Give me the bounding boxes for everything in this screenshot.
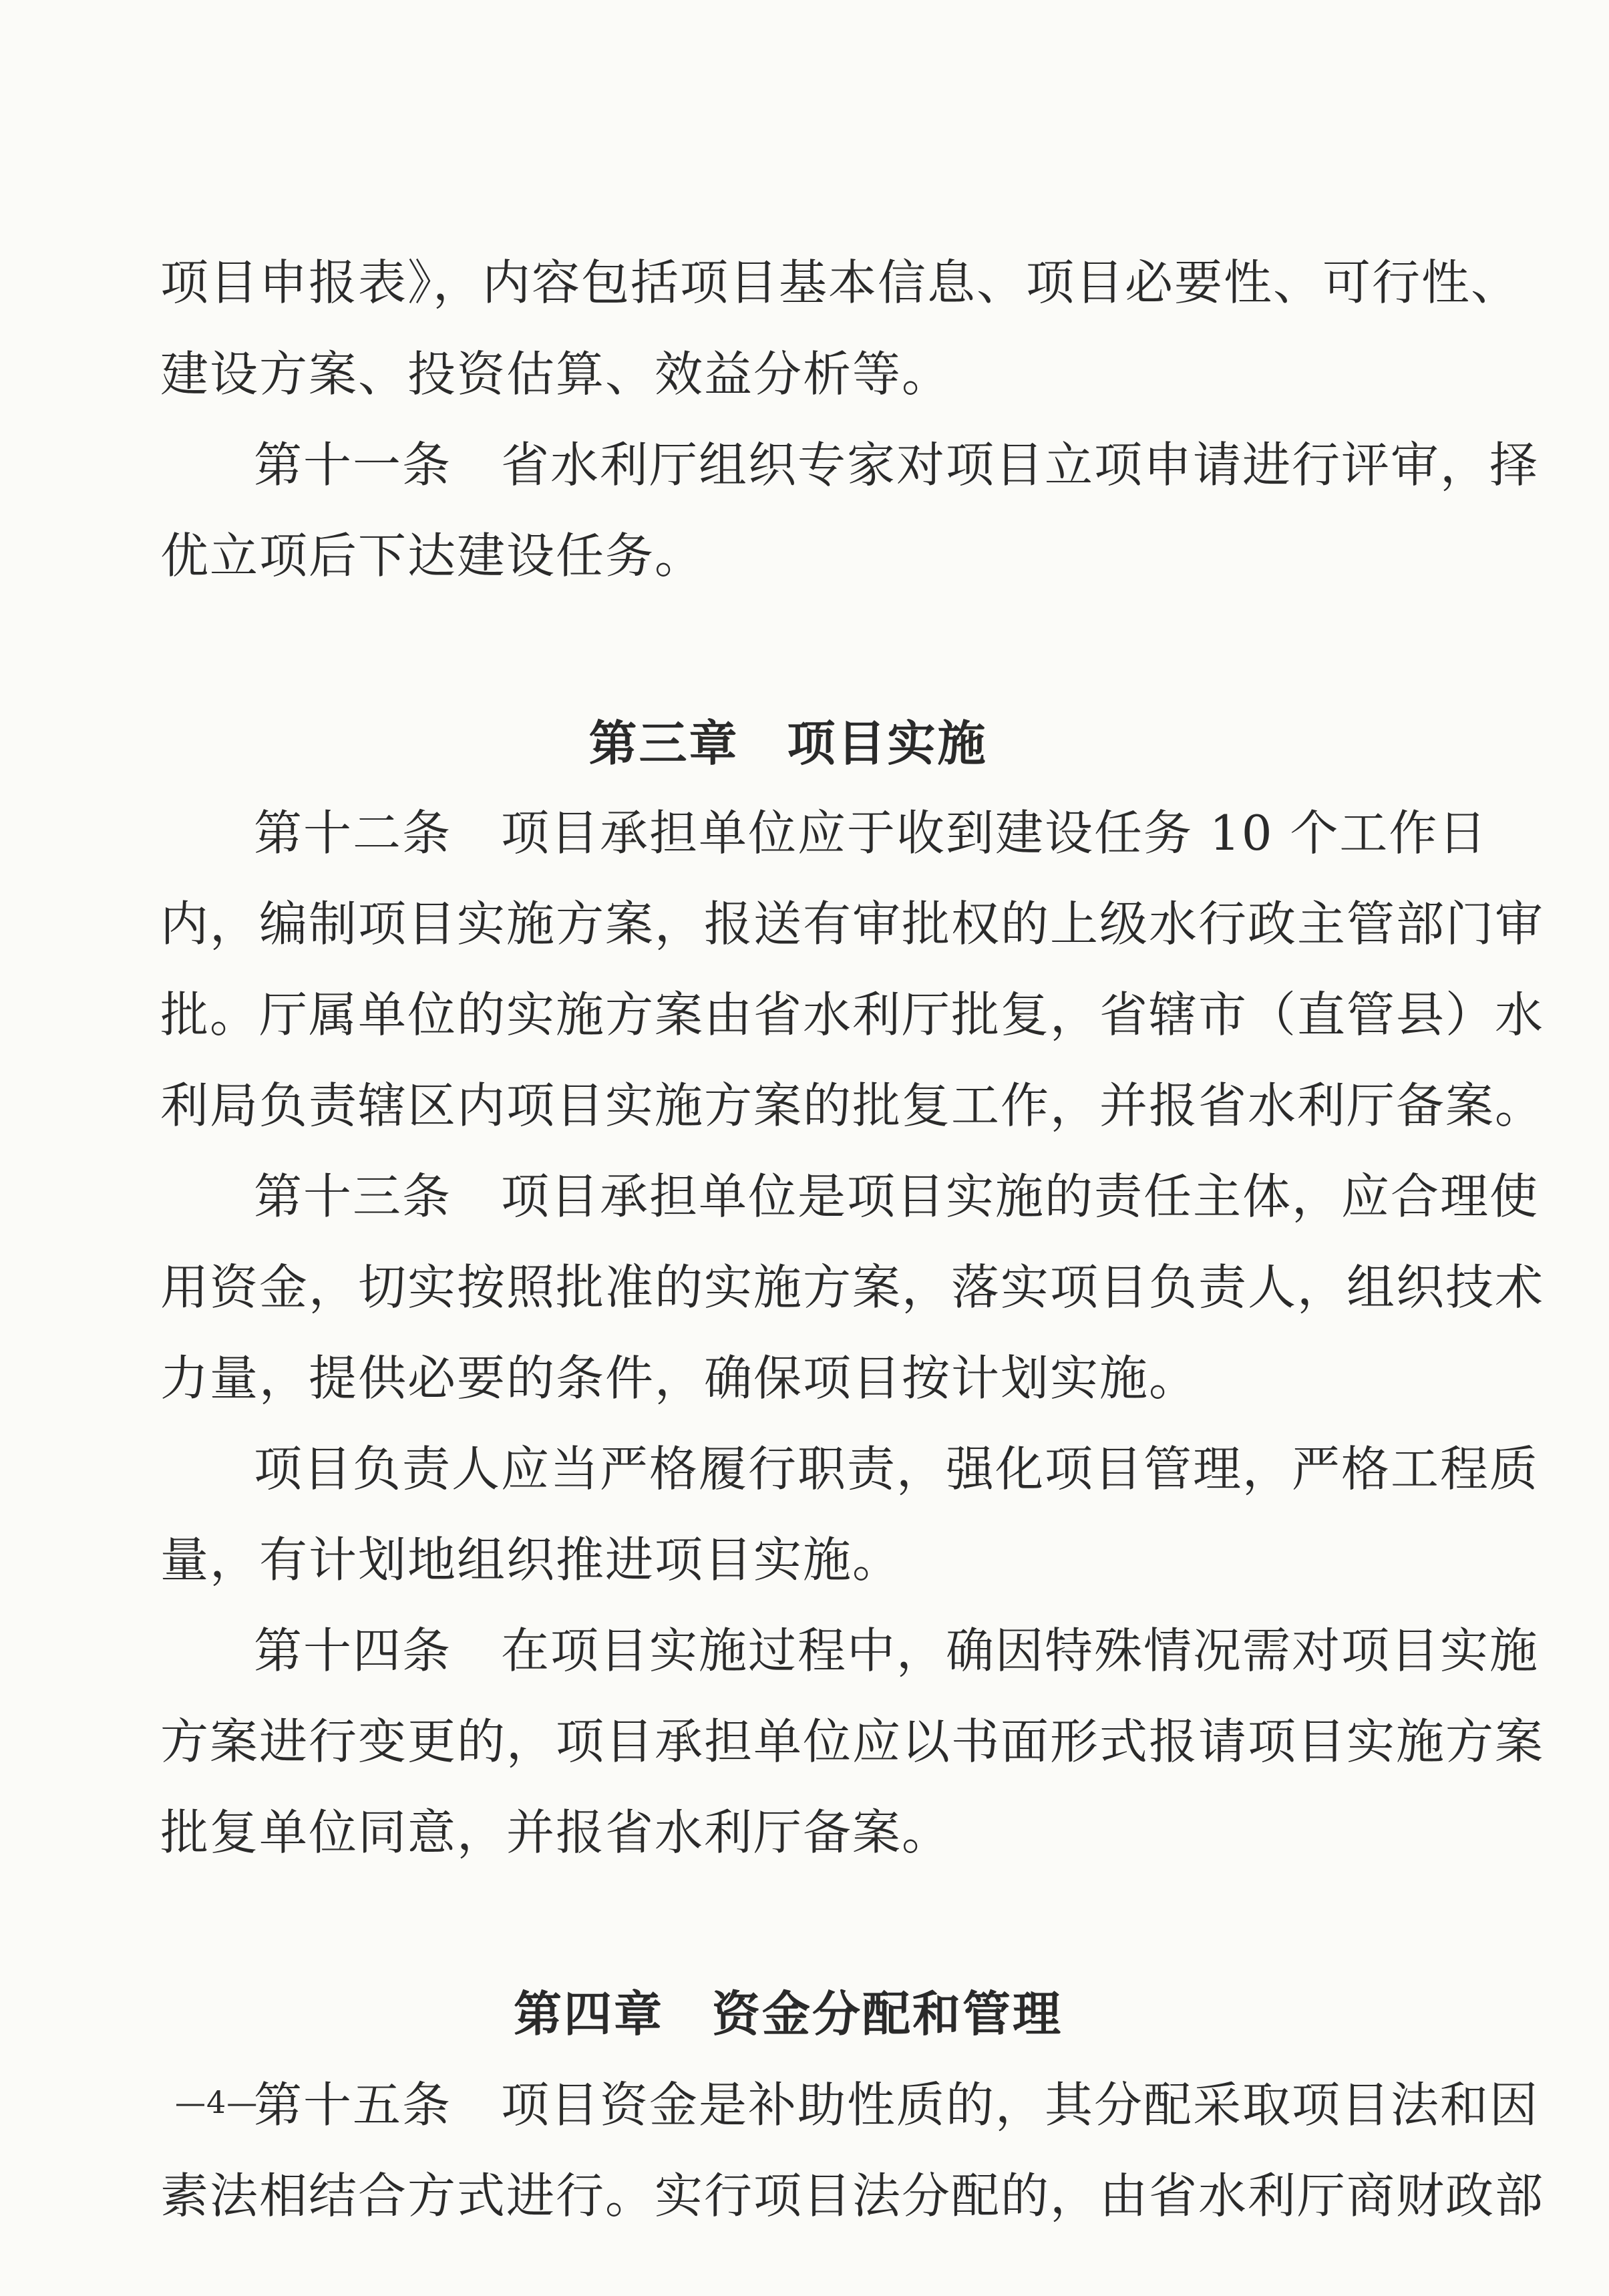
article-11-line: 第十一条 省水利厅组织专家对项目立项申请进行评审，择 (254, 437, 1540, 493)
chapter-4-number: 第四章 (513, 1985, 664, 2042)
chapter-3-heading (160, 693, 1416, 794)
article-12-line: 利局负责辖区内项目实施方案的批复工作，并报省水利厅备案。 (160, 1078, 1545, 1134)
article-13-line: 用资金，切实按照批准的实施方案，落实项目负责人，组织技术 (160, 1259, 1545, 1315)
chapter-3-title: 项目实施 (787, 715, 988, 772)
chapter-4-title: 资金分配和管理 (712, 1985, 1063, 2042)
article-13-paragraph-2-line: 量，有计划地组织推进项目实施。 (160, 1532, 902, 1588)
article-13-paragraph-2-line: 项目负责人应当严格履行职责，强化项目管理，严格工程质 (254, 1441, 1540, 1497)
article-14-line: 批复单位同意，并报省水利厅备案。 (160, 1804, 952, 1860)
chapter-3-number: 第三章 (588, 715, 739, 772)
article-11-line: 优立项后下达建设任务。 (160, 528, 705, 584)
page-number: —4— (175, 2084, 258, 2120)
text-line: 建设方案、投资估算、效益分析等。 (160, 346, 952, 402)
article-12-line: 第十二条 项目承担单位应于收到建设任务 10 个工作日 (254, 805, 1488, 861)
text-line: 项目申报表》，内容包括项目基本信息、项目必要性、可行性、 (160, 255, 1521, 311)
article-15-line: 素法相结合方式进行。实行项目法分配的，由省水利厅商财政部 (160, 2168, 1545, 2224)
article-12-line: 内，编制项目实施方案，报送有审批权的上级水行政主管部门审 (160, 896, 1545, 952)
article-13-line: 第十三条 项目承担单位是项目实施的责任主体，应合理使 (254, 1168, 1540, 1224)
chapter-4-heading (160, 1964, 1416, 2064)
article-15-line: 第十五条 项目资金是补助性质的，其分配采取项目法和因 (254, 2077, 1540, 2133)
article-14-line: 第十四条 在项目实施过程中，确因特殊情况需对项目实施 (254, 1623, 1540, 1679)
article-13-line: 力量，提供必要的条件，确保项目按计划实施。 (160, 1350, 1199, 1406)
article-14-line: 方案进行变更的，项目承担单位应以书面形式报请项目实施方案 (160, 1713, 1545, 1770)
article-12-line: 批。厅属单位的实施方案由省水利厅批复，省辖市（直管县）水 (160, 987, 1545, 1043)
